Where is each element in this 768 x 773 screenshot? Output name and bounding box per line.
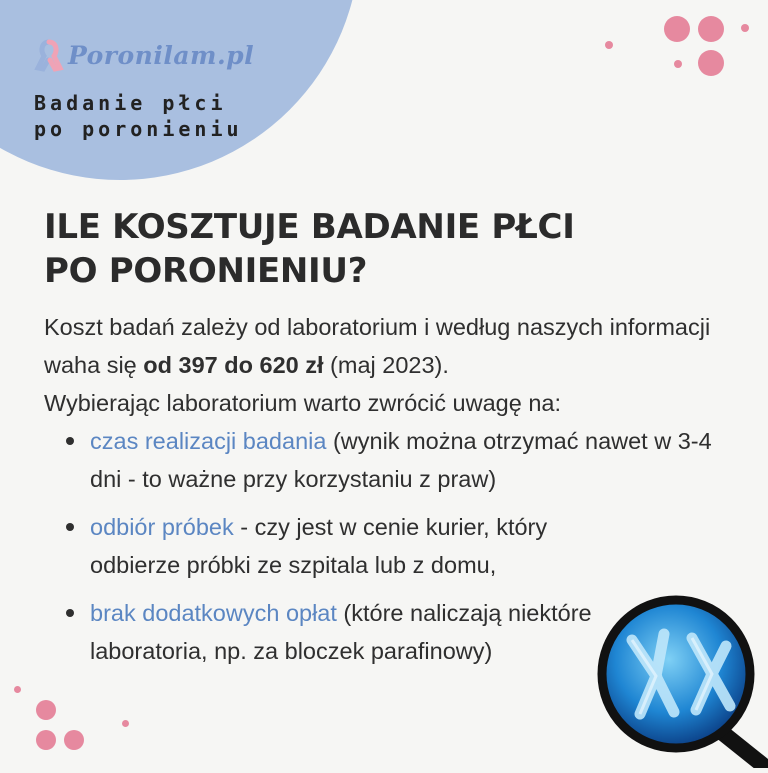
tip-highlight: czas realizacji badania [90, 428, 327, 454]
logo-text: Poronilam.pl [68, 40, 255, 70]
tip-highlight: brak dodatkowych opłat [90, 600, 337, 626]
tip-text: (wynik można otrzymać nawet w 3-4 dni - to ważne przy korzystaniu z praw) [90, 428, 712, 492]
list-item [44, 594, 600, 670]
decor-dot [122, 720, 129, 727]
subtitle-line-1: Badanie płci [34, 91, 227, 115]
page-title [44, 205, 575, 293]
page-title-line-2: PO PORONIENIU? [44, 251, 368, 291]
decor-dot [674, 60, 682, 68]
intro-paragraph [44, 308, 744, 384]
decor-dot [605, 41, 613, 49]
price-range: od 397 do 620 zł [143, 352, 324, 378]
choose-paragraph: Wybierając laboratorium warto zwrócić uwagę na: [44, 390, 561, 416]
intro-text-before: Koszt badań zależy od laboratorium i według naszych informacji waha się [44, 314, 711, 378]
decor-dot [64, 730, 84, 750]
intro-text-after: (maj 2023). [323, 352, 449, 378]
tip-text: (które naliczają niektóre laboratoria, np. za bloczek parafinowy) [90, 600, 592, 664]
decor-dot [14, 686, 21, 693]
subtitle-line-2: po poronieniu [34, 117, 243, 141]
list-item [44, 508, 590, 584]
decor-dot [698, 16, 724, 42]
tip-highlight: odbiór próbek [90, 514, 234, 540]
magnifier-chromosome-icon [596, 594, 768, 773]
decor-dot [664, 16, 690, 42]
tip-text: - czy jest w cenie kurier, który odbierze próbki ze szpitala lub z domu, [90, 514, 548, 578]
page-title-line-1: ILE KOSZTUJE BADANIE PŁCI [44, 207, 575, 247]
ribbon-icon [34, 38, 64, 72]
list-item [44, 422, 744, 498]
logo [34, 38, 254, 72]
subtitle [34, 90, 243, 142]
decor-dot [741, 24, 749, 32]
decor-dot [36, 700, 56, 720]
decor-dot [36, 730, 56, 750]
decor-dot [698, 50, 724, 76]
